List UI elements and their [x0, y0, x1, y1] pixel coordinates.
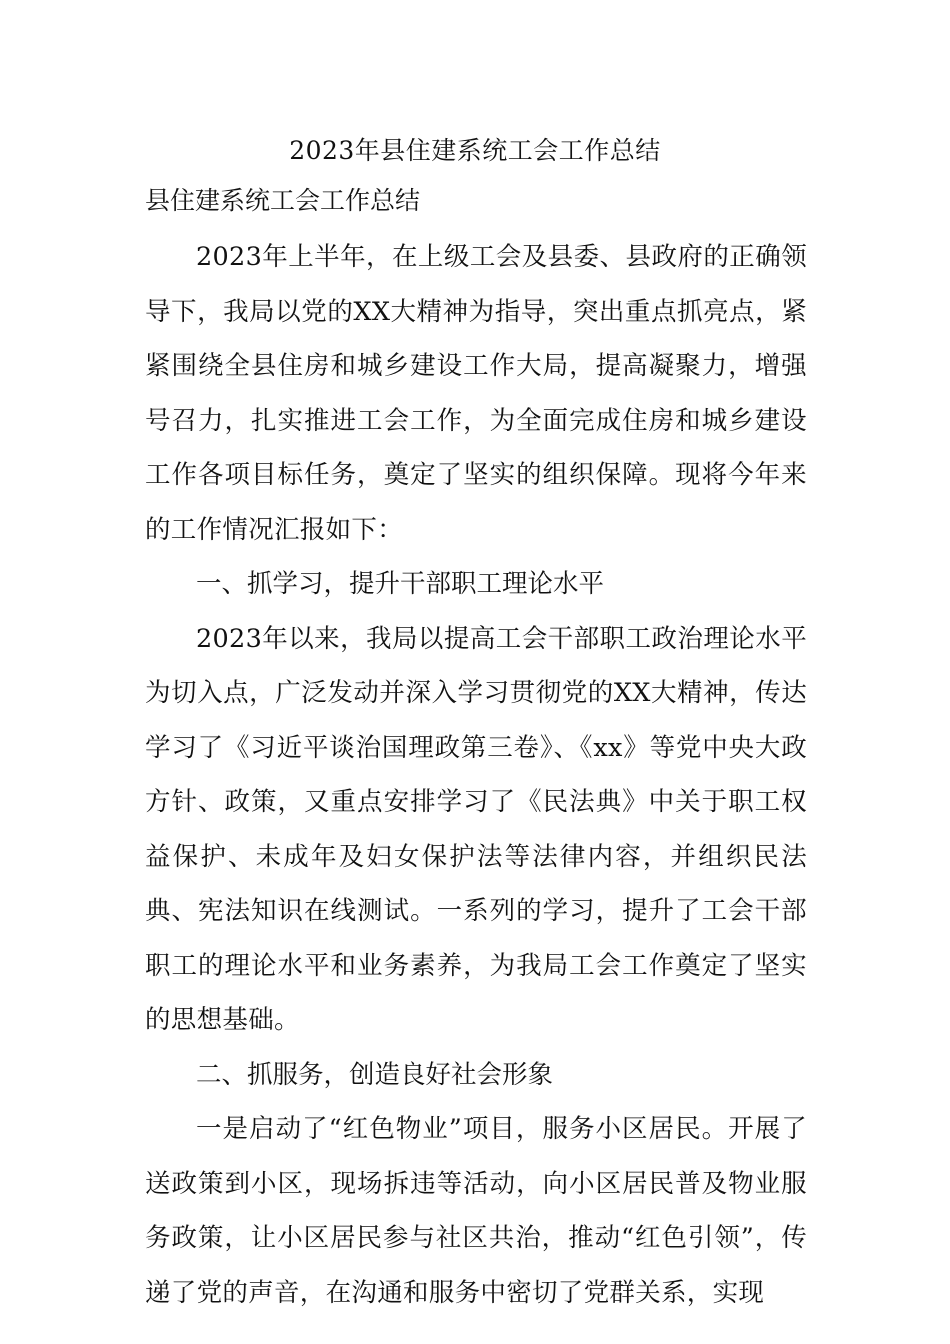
- section-heading-service: 二、抓服务，创造良好社会形象: [196, 1059, 554, 1090]
- section-heading-study: 一、抓学习，提升干部职工理论水平: [196, 569, 605, 599]
- document-body: [145, 230, 807, 1320]
- study-paragraph: 2023年以来，我局以提高工会干部职工政治理论水平为切入点，广泛发动并深入学习贯彻党的XX大精神，传达学习了《习近平谈治国理政第三卷》、《xx》等党中央大政方针、政策，又重点安排学习了《民法典》中关于职工权益保护、未成年及妇女保护法等法律内容，并组织民法典、宪法知识在线测试。一系列的学习，提升了工会干部职工的理论水平和业务素养，为我局工会工作奠定了坚实的思想基础。: [145, 623, 807, 1035]
- intro-paragraph: 2023年上半年，在上级工会及县委、县政府的正确领导下，我局以党的XX大精神为指导，突出重点抓亮点，紧紧围绕全县住房和城乡建设工作大局，提高凝聚力，增强号召力，扎实推进工会工作，为全面完成住房和城乡建设工作各项目标任务，奠定了坚实的组织保障。现将今年来的工作情况汇报如下：: [145, 242, 807, 545]
- document-title: 2023年县住建系统工会工作总结: [289, 136, 661, 165]
- service-paragraph: 一是启动了“红色物业”项目，服务小区居民。开展了送政策到小区，现场拆违等活动，向小区居民普及物业服务政策，让小区居民参与社区共治，推动“红色引领”，传递了党的声音，在沟通和服务中密切了党群关系，实现: [145, 1114, 807, 1308]
- document-subtitle: 县住建系统工会工作总结: [145, 186, 421, 215]
